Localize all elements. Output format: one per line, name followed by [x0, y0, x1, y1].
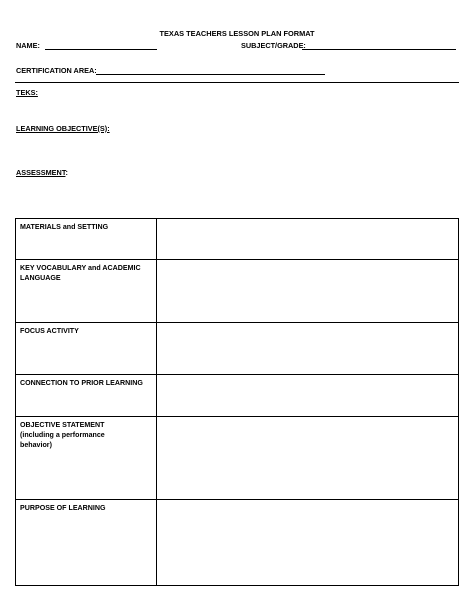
header-divider: [15, 82, 459, 83]
learning-objectives-label: LEARNING OBJECTIVE(S):: [16, 124, 110, 133]
assessment-label-text: ASSESSMENT: [16, 168, 66, 177]
row-label: CONNECTION TO PRIOR LEARNING: [20, 379, 143, 387]
row-label-cell: [16, 375, 157, 417]
row-entry-cell[interactable]: [157, 417, 459, 500]
table-row: [16, 417, 459, 500]
row-label: OBJECTIVE STATEMENT (including a performance behavior): [20, 421, 105, 449]
row-label-cell: [16, 260, 157, 323]
row-label: KEY VOCABULARY and ACADEMIC LANGUAGE: [20, 264, 141, 282]
table-row: [16, 500, 459, 586]
document-title: TEXAS TEACHERS LESSON PLAN FORMAT: [159, 29, 315, 38]
row-entry-cell[interactable]: [157, 375, 459, 417]
row-label-cell: [16, 500, 157, 586]
certification-area-label: CERTIFICATION AREA:: [16, 66, 97, 75]
row-label: MATERIALS and SETTING: [20, 223, 109, 231]
subject-grade-label: SUBJECT/GRADE:: [241, 41, 306, 50]
row-label-cell: [16, 417, 157, 500]
table-row: [16, 219, 459, 260]
row-label-cell: [16, 219, 157, 260]
row-entry-cell[interactable]: [157, 260, 459, 323]
name-underline[interactable]: [45, 49, 157, 50]
table-row: [16, 375, 459, 417]
teks-label: TEKS:: [16, 88, 38, 97]
row-label: FOCUS ACTIVITY: [20, 327, 79, 335]
row-entry-cell[interactable]: [157, 500, 459, 586]
row-entry-cell[interactable]: [157, 219, 459, 260]
certification-area-underline[interactable]: [96, 74, 325, 75]
row-entry-cell[interactable]: [157, 323, 459, 375]
row-label-cell: [16, 323, 157, 375]
table-row: [16, 323, 459, 375]
row-label: PURPOSE OF LEARNING: [20, 504, 106, 512]
subject-grade-underline[interactable]: [302, 49, 456, 50]
lesson-plan-table: [15, 218, 459, 586]
table-row: [16, 260, 459, 323]
name-label: NAME:: [16, 41, 40, 50]
assessment-label: ASSESSMENT:: [16, 168, 68, 177]
